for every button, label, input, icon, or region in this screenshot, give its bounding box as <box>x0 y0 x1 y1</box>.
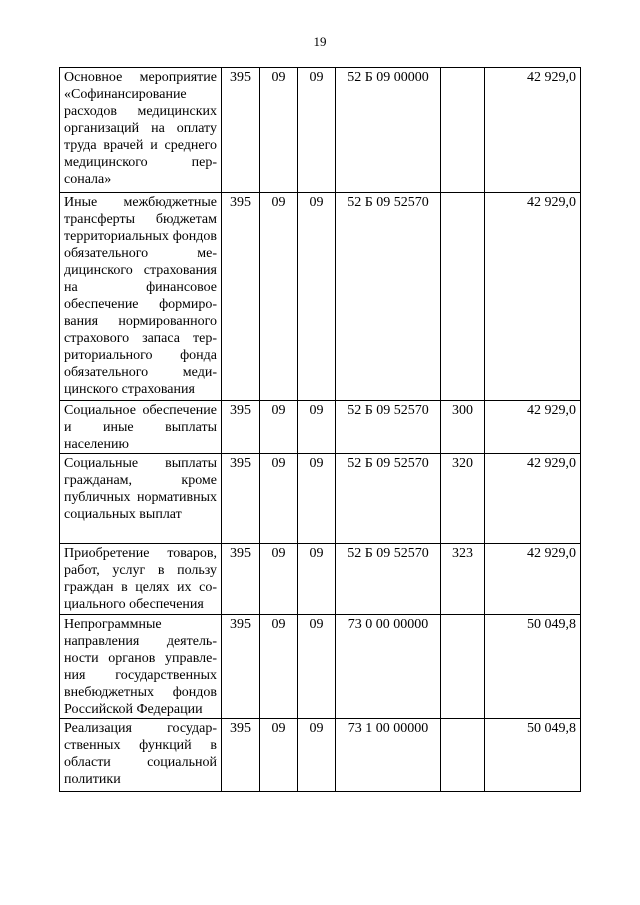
amount-cell: 50 049,8 <box>485 719 581 792</box>
target-article-cell: 73 1 00 00000 <box>336 719 441 792</box>
grbs-cell: 395 <box>222 719 260 792</box>
grbs-cell: 395 <box>222 193 260 401</box>
budget-table-body <box>60 68 581 792</box>
subsection-cell: 09 <box>298 193 336 401</box>
row-name: Социальные выплаты гражданам, кроме публичных нормативных социальных выплат <box>64 456 217 522</box>
table-row <box>60 454 581 544</box>
row-name-cell <box>60 615 222 719</box>
row-name-cell <box>60 68 222 193</box>
grbs-cell: 395 <box>222 454 260 544</box>
budget-table <box>59 67 581 792</box>
section-cell: 09 <box>260 68 298 193</box>
expense-type-cell <box>441 615 485 719</box>
row-name: Непрограммные направления деятельности органов управления государственных внебюджетных фондов Российской Федерации <box>64 617 217 717</box>
grbs-cell: 395 <box>222 401 260 454</box>
amount-cell: 42 929,0 <box>485 401 581 454</box>
target-article-cell: 52 Б 09 00000 <box>336 68 441 193</box>
expense-type-cell <box>441 193 485 401</box>
subsection-cell: 09 <box>298 719 336 792</box>
row-name-cell <box>60 401 222 454</box>
section-cell: 09 <box>260 544 298 615</box>
row-name-cell <box>60 454 222 544</box>
section-cell: 09 <box>260 719 298 792</box>
target-article-cell: 52 Б 09 52570 <box>336 401 441 454</box>
row-name-cell <box>60 193 222 401</box>
row-name-cell <box>60 719 222 792</box>
expense-type-cell: 323 <box>441 544 485 615</box>
amount-cell: 50 049,8 <box>485 615 581 719</box>
section-cell: 09 <box>260 615 298 719</box>
subsection-cell: 09 <box>298 401 336 454</box>
table-row <box>60 544 581 615</box>
grbs-cell: 395 <box>222 544 260 615</box>
row-name: Приобретение товаров, работ, услуг в пользу граждан в целях их социального обеспечения <box>64 546 217 612</box>
table-row <box>60 68 581 193</box>
grbs-cell: 395 <box>222 615 260 719</box>
target-article-cell: 52 Б 09 52570 <box>336 454 441 544</box>
subsection-cell: 09 <box>298 68 336 193</box>
row-name: Реализация государственных функций в области социальной политики <box>64 721 217 787</box>
section-cell: 09 <box>260 193 298 401</box>
subsection-cell: 09 <box>298 544 336 615</box>
subsection-cell: 09 <box>298 615 336 719</box>
section-cell: 09 <box>260 401 298 454</box>
row-name: Социальное обеспечение и иные выплаты населению <box>64 403 217 452</box>
page-number: 19 <box>313 34 327 49</box>
row-name: Иные межбюджетные трансферты бюджетам территориальных фондов обязательного медицинского страхования на финансовое обеспечение формирования нормированного страхового запаса территориального фонда обязательного медицинского страхования <box>64 195 217 397</box>
amount-cell: 42 929,0 <box>485 454 581 544</box>
expense-type-cell <box>441 68 485 193</box>
table-row <box>60 193 581 401</box>
target-article-cell: 73 0 00 00000 <box>336 615 441 719</box>
row-name: Основное мероприятие «Софинансирование расходов медицинских организаций на оплату труда врачей и среднего медицинского персонала» <box>64 70 217 187</box>
table-row <box>60 615 581 719</box>
amount-cell: 42 929,0 <box>485 544 581 615</box>
table-row <box>60 401 581 454</box>
target-article-cell: 52 Б 09 52570 <box>336 544 441 615</box>
table-row <box>60 719 581 792</box>
section-cell: 09 <box>260 454 298 544</box>
row-name-cell <box>60 544 222 615</box>
expense-type-cell <box>441 719 485 792</box>
amount-cell: 42 929,0 <box>485 68 581 193</box>
expense-type-cell: 320 <box>441 454 485 544</box>
grbs-cell: 395 <box>222 68 260 193</box>
target-article-cell: 52 Б 09 52570 <box>336 193 441 401</box>
subsection-cell: 09 <box>298 454 336 544</box>
amount-cell: 42 929,0 <box>485 193 581 401</box>
expense-type-cell: 300 <box>441 401 485 454</box>
